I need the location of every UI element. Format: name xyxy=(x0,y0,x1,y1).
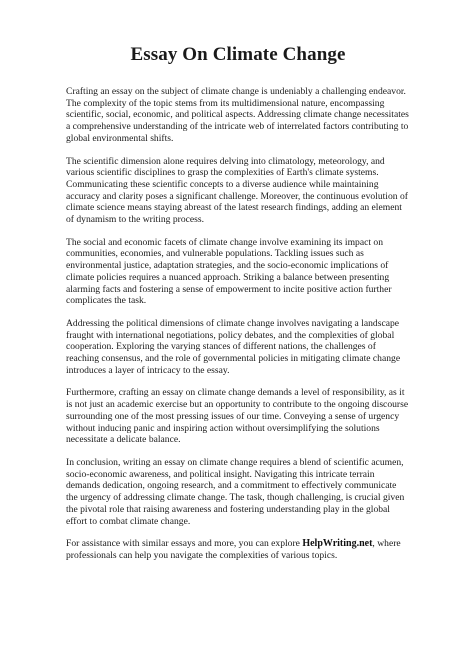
helpwriting-link[interactable]: HelpWriting.net xyxy=(302,538,373,550)
paragraph-responsibility: Furthermore, crafting an essay on climate change demands a level of responsibility, as it is not just an academic exercise but an opportunity to contribute to the ongoing discourse surrounding one of the most pressing issues of our time. Conveying a sense of urgency without inducing panic and inspiring action without oversimplifying the solutions necessitate a delicate balance. xyxy=(66,387,409,446)
page-title: Essay On Climate Change xyxy=(130,44,346,65)
paragraph-political: Addressing the political dimensions of climate change involves navigating a landscape fraught with international negotiations, policy debates, and the complexities of global cooperation. Exploring the varying stances of different nations, the challenges of reaching consensus, and the role of governmental policies in mitigating climate change introduces a layer of intricacy to the essay. xyxy=(66,317,401,376)
closing-text-before: For assistance with similar essays and more, you can explore xyxy=(66,538,303,550)
closing-text-after: , where professionals can help you navigate the complexities of various topics. xyxy=(66,538,401,561)
paragraph-social-economic: The social and economic facets of climate change involve examining its impact on communities, economies, and vulnerable populations. Tackling issues such as environmental justice, adaptation strategies, and the socio-economic implications of climate policies requires a nuanced approach. Striking a balance between presenting alarming facts and fostering a sense of empowerment to incite positive action further complicates the task. xyxy=(66,236,392,307)
paragraph-scientific: The scientific dimension alone requires delving into climatology, meteorology, and various scientific disciplines to grasp the complexities of Earth's climate systems. Communicating these scientific concepts to a diverse audience while maintaining accuracy and clarity poses a significant challenge. Moreover, the continuous evolution of climate science means staying abreast of the latest research findings, adding an element of dynamism to the writing process. xyxy=(66,155,408,226)
paragraph-closing xyxy=(66,538,410,561)
paragraph-intro: Crafting an essay on the subject of climate change is undeniably a challenging endeavor. The complexity of the topic stems from its multidimensional nature, encompassing scientific, social, economic, and political aspects. Addressing climate change necessitates a comprehensive understanding of the intricate web of interrelated factors contributing to global environmental shifts. xyxy=(66,86,409,144)
paragraph-conclusion: In conclusion, writing an essay on climate change requires a blend of scientific acumen, socio-economic awareness, and political insight. Navigating this intricate terrain demands dedication, ongoing research, and a commitment to effectively communicate the urgency of addressing climate change. The task, though challenging, is crucial given the pivotal role that raising awareness and fostering understanding play in the global effort to combat climate change. xyxy=(66,456,405,527)
